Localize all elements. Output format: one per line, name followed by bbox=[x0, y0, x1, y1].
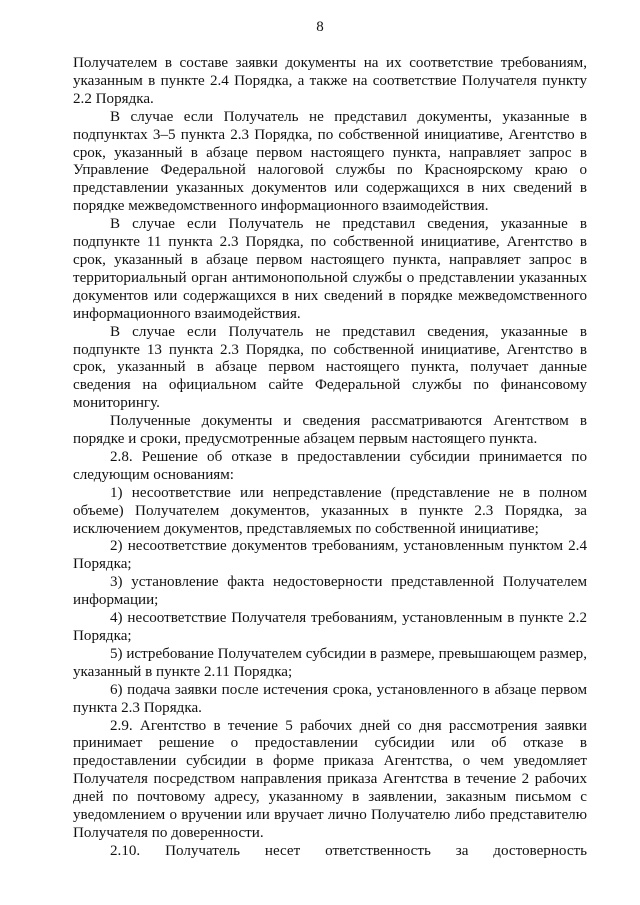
paragraph: В случае если Получатель не представил сведения, указанные в подпункте 13 пункта 2.3 Порядка, по собственной инициативе, Агентство в срок, указанный в абзаце первом настоящего пункта, получает данные сведения на официальном сайте Федеральной службы по финансовому мониторингу. bbox=[73, 323, 587, 412]
page-number: 8 bbox=[316, 19, 324, 35]
paragraph: В случае если Получатель не представил сведения, указанные в подпункте 11 пункта 2.3 Порядка, по собственной инициативе, Агентство в срок, указанный в абзаце первом настоящего пункта, направляет запрос в территориальный орган антимонопольной службы о представлении указанных документов или содержащихся в них сведений в порядке межведомственного информационного взаимодействия. bbox=[73, 216, 587, 322]
paragraph: 3) установление факта недостоверности представленной Получателем информации; bbox=[73, 574, 587, 609]
paragraph: Получателем в составе заявки документы на их соответствие требованиям, указанным в пункте 2.4 Порядка, а также на соответствие Получателя пункту 2.2 Порядка. bbox=[73, 55, 587, 107]
paragraph: 2.8. Решение об отказе в предоставлении субсидии принимается по следующим основаниям: bbox=[73, 448, 587, 483]
paragraph: 5) истребование Получателем субсидии в размере, превышающем размер, указанный в пункте 2.11 Порядка; bbox=[73, 645, 587, 680]
paragraph: 1) несоответствие или непредставление (представление не в полном объеме) Получателем документов, указанных в пункте 2.3 Порядка, за исключением документов, представляемых по собственной инициативе; bbox=[73, 484, 587, 537]
paragraph: В случае если Получатель не представил документы, указанные в подпунктах 3–5 пункта 2.3 Порядка, по собственной инициативе, Агентство в срок, указанный в абзаце первом настоящего пункта, направляет запрос в Управление Федеральной налоговой службы по Красноярскому краю о представлении указанных документов или содержащихся в них сведений в порядке межведомственного информационного взаимодействия. bbox=[73, 108, 587, 215]
paragraph: 6) подача заявки после истечения срока, установленного в абзаце первом пункта 2.3 Порядка. bbox=[73, 681, 587, 716]
paragraph: 2.9. Агентство в течение 5 рабочих дней со дня рассмотрения заявки принимает решение о предоставлении субсидии или об отказе в предоставлении субсидии в форме приказа Агентства, о чем уведомляет Получателя посредством направления приказа Агентства в течение 2 рабочих дней по почтовому адресу, указанному в заявлении, заказным письмом с уведомлением о вручении или вручает лично Получателю либо представителю Получателя по доверенности. bbox=[73, 717, 587, 841]
paragraph: 2.10. Получатель несет ответственность за достоверность bbox=[110, 842, 587, 859]
paragraph: Полученные документы и сведения рассматриваются Агентством в порядке и сроки, предусмотренные абзацем первым настоящего пункта. bbox=[73, 413, 587, 448]
paragraph: 4) несоответствие Получателя требованиям, установленным в пункте 2.2 Порядка; bbox=[73, 610, 587, 644]
paragraph: 2) несоответствие документов требованиям, установленным пунктом 2.4 Порядка; bbox=[73, 538, 587, 573]
document-body bbox=[73, 55, 587, 861]
